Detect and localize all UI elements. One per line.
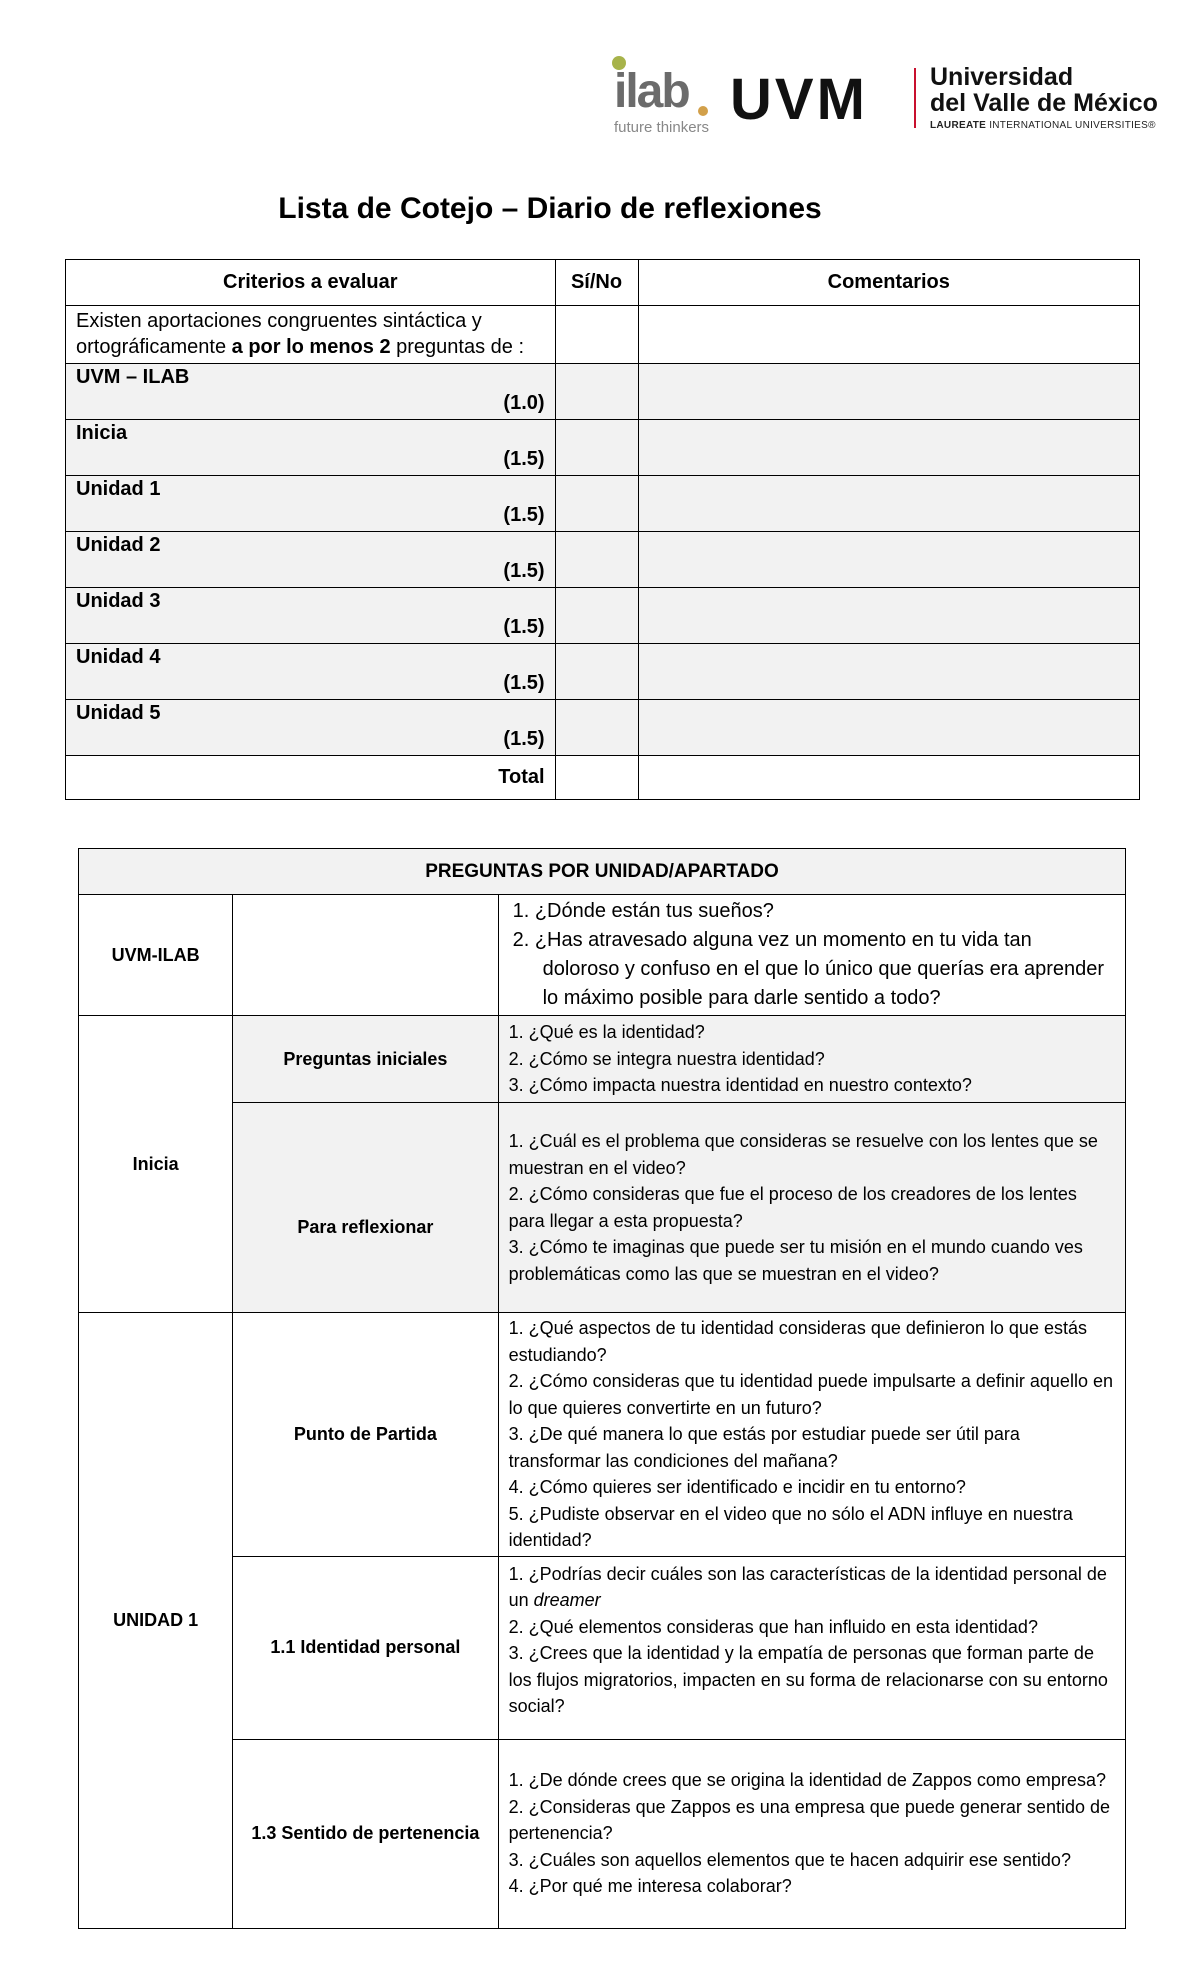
- ilab-logo: [608, 52, 708, 136]
- question-item: 2. ¿Qué elementos consideras que han influido en esta identidad?: [508, 1616, 1038, 1637]
- criterion-name: Unidad 3: [76, 590, 161, 612]
- question-item: 5. ¿Pudiste observar en el video que no sólo el ADN influye en nuestra identidad?: [508, 1503, 1073, 1550]
- checklist-row: [66, 644, 1140, 700]
- checklist-row: [66, 420, 1140, 476]
- intro-si-no-cell: [555, 306, 638, 364]
- question-italic: dreamer: [533, 1590, 601, 1610]
- checklist-table: [65, 259, 1140, 800]
- criterion-cell: [66, 588, 556, 644]
- si-no-cell: [555, 532, 638, 588]
- question-item: 2. ¿Cómo se integra nuestra identidad?: [508, 1048, 825, 1069]
- criterion-cell: [66, 700, 556, 756]
- criterion-points: (1.5): [503, 560, 545, 582]
- checklist-intro-row: [66, 306, 1140, 364]
- university-name-line2: del Valle de México: [930, 89, 1158, 117]
- question-item: 1. ¿Cuál es el problema que consideras se resuelve con los lentes que se muestran en el video?: [508, 1131, 1098, 1178]
- intro-comment-cell: [638, 306, 1140, 364]
- criterion-name: UVM – ILAB: [76, 366, 190, 388]
- comment-cell: [638, 588, 1140, 644]
- criterion-name: Unidad 1: [76, 478, 161, 500]
- subsection-punto-de-partida: Punto de Partida: [233, 1313, 498, 1557]
- question-item: 3. ¿Cuáles son aquellos elementos que te hacen adquirir ese sentido?: [508, 1849, 1071, 1870]
- identidad-personal-questions: [498, 1556, 1125, 1739]
- intro-post: preguntas de :: [390, 336, 525, 358]
- question-item: 1. ¿Qué es la identidad?: [508, 1022, 705, 1043]
- question-item: 3. ¿Cómo te imaginas que puede ser tu misión en el mundo cuando ves problemáticas como las que se muestran en el video?: [508, 1237, 1083, 1284]
- unidad1-row-3: [79, 1739, 1126, 1928]
- subsection-para-reflexionar: Para reflexionar: [233, 1103, 498, 1313]
- criterion-points: (1.5): [503, 448, 545, 470]
- question-item: 3. ¿De qué manera lo que estás por estudiar puede ser útil para transformar las condiciones del mañana?: [508, 1424, 1020, 1471]
- question-item: 2. ¿Cómo consideras que fue el proceso de los creadores de los lentes para llegar a esta propuesta?: [508, 1184, 1077, 1231]
- question-item: 2. ¿Consideras que Zappos es una empresa que puede generar sentido de pertenencia?: [508, 1796, 1110, 1844]
- subsection-preguntas-iniciales: Preguntas iniciales: [233, 1016, 498, 1103]
- uvm-ilab-subsection-empty: [233, 895, 498, 1016]
- questions-table: [78, 848, 1126, 1929]
- page-header: [608, 52, 1158, 142]
- university-name: [930, 64, 1158, 116]
- comment-cell: [638, 700, 1140, 756]
- criterion-points: (1.5): [503, 672, 545, 694]
- total-si-no-cell: [555, 756, 638, 800]
- subsection-identidad-personal: 1.1 Identidad personal: [233, 1556, 498, 1739]
- comment-cell: [638, 644, 1140, 700]
- intro-pre: Existen aportaciones congruentes sintáctica y ortográficamente: [76, 310, 482, 358]
- intro-text: [66, 306, 556, 364]
- ilab-logo-word: ilab: [614, 65, 689, 118]
- preguntas-iniciales-questions: [498, 1016, 1125, 1103]
- document-title: Lista de Cotejo – Diario de reflexiones: [278, 192, 822, 225]
- uvm-logo: UVM: [730, 67, 868, 132]
- criterion-name: Unidad 5: [76, 702, 161, 724]
- ilab-logo-dot-accent: [698, 106, 708, 116]
- sentido-de-pertenencia-questions: [498, 1739, 1125, 1928]
- section-uvm-ilab: UVM-ILAB: [79, 895, 233, 1016]
- question-item: [509, 1561, 1115, 1614]
- comment-cell: [638, 364, 1140, 420]
- criterion-points: (1.5): [503, 616, 545, 638]
- si-no-cell: [555, 644, 638, 700]
- question-item: 1. ¿Qué aspectos de tu identidad consideras que definieron lo que estás estudiando?: [508, 1318, 1087, 1365]
- criterion-cell: [66, 364, 556, 420]
- criterion-name: Inicia: [76, 422, 128, 444]
- si-no-cell: [555, 700, 638, 756]
- question-item: 4. ¿Por qué me interesa colaborar?: [508, 1876, 792, 1897]
- uvm-ilab-questions: [498, 895, 1125, 1016]
- criterion-points: (1.5): [503, 728, 545, 750]
- question-text: 1. ¿Podrías decir cuáles son las características de la identidad personal de un: [508, 1563, 1107, 1610]
- si-no-cell: [555, 476, 638, 532]
- para-reflexionar-questions: [498, 1103, 1125, 1313]
- header-criterios: Criterios a evaluar: [66, 260, 556, 306]
- laureate-tagline: [930, 120, 1156, 131]
- checklist-row: [66, 476, 1140, 532]
- si-no-cell: [555, 588, 638, 644]
- questions-heading: PREGUNTAS POR UNIDAD/APARTADO: [79, 849, 1126, 895]
- header-si-no: Sí/No: [555, 260, 638, 306]
- si-no-cell: [555, 420, 638, 476]
- checklist-header-row: [66, 260, 1140, 306]
- checklist-row: [66, 700, 1140, 756]
- subsection-sentido-de-pertenencia: 1.3 Sentido de pertenencia: [233, 1739, 498, 1928]
- section-unidad-1: UNIDAD 1: [79, 1313, 233, 1929]
- si-no-cell: [555, 364, 638, 420]
- comment-cell: [638, 476, 1140, 532]
- criterion-points: (1.0): [503, 392, 545, 414]
- checklist-row: [66, 588, 1140, 644]
- checklist-total-row: [66, 756, 1140, 800]
- criterion-points: (1.5): [503, 504, 545, 526]
- laureate-rest: INTERNATIONAL UNIVERSITIES®: [986, 120, 1156, 131]
- unidad1-row-2: [79, 1556, 1126, 1739]
- punto-de-partida-questions: [498, 1313, 1125, 1557]
- criterion-cell: [66, 644, 556, 700]
- checklist-row: [66, 364, 1140, 420]
- question-item: 1. ¿Dónde están tus sueños?: [512, 900, 774, 922]
- uvm-ilab-row: [79, 895, 1126, 1016]
- ilab-tagline: future thinkers: [614, 119, 710, 136]
- question-item: 4. ¿Cómo quieres ser identificado e incidir en tu entorno?: [508, 1477, 966, 1497]
- question-item: 3. ¿Crees que la identidad y la empatía de personas que forman parte de los flujos migratorios, impacten en su forma de relacionarse con su entorno social?: [508, 1643, 1108, 1716]
- intro-bold: a por lo menos 2: [231, 336, 391, 358]
- question-item: 1. ¿De dónde crees que se origina la identidad de Zappos como empresa?: [508, 1770, 1106, 1791]
- section-inicia: Inicia: [79, 1016, 233, 1313]
- total-label: Total: [66, 756, 556, 800]
- header-comentarios: Comentarios: [638, 260, 1140, 306]
- unidad1-row-1: [79, 1313, 1126, 1557]
- laureate-bold: LAUREATE: [930, 120, 987, 131]
- criterion-name: Unidad 2: [76, 534, 161, 556]
- question-item: 3. ¿Cómo impacta nuestra identidad en nuestro contexto?: [508, 1075, 972, 1096]
- criterion-cell: [66, 532, 556, 588]
- inicia-row-2: [79, 1103, 1126, 1313]
- total-comment-cell: [638, 756, 1140, 800]
- question-item: 2. ¿Has atravesado alguna vez un momento en tu vida tan doloroso y confuso en el que lo único que querías era aprender lo máximo posible para darle sentido a todo?: [512, 929, 1105, 1009]
- checklist-row: [66, 532, 1140, 588]
- criterion-name: Unidad 4: [76, 646, 161, 668]
- question-item: 2. ¿Cómo consideras que tu identidad puede impulsarte a definir aquello en lo que quieres convertirte en un futuro?: [508, 1371, 1113, 1418]
- university-name-line1: Universidad: [930, 63, 1074, 91]
- questions-heading-row: [79, 849, 1126, 895]
- comment-cell: [638, 420, 1140, 476]
- inicia-row-1: [79, 1016, 1126, 1103]
- comment-cell: [638, 532, 1140, 588]
- criterion-cell: [66, 476, 556, 532]
- criterion-cell: [66, 420, 556, 476]
- logo-divider: [914, 68, 916, 128]
